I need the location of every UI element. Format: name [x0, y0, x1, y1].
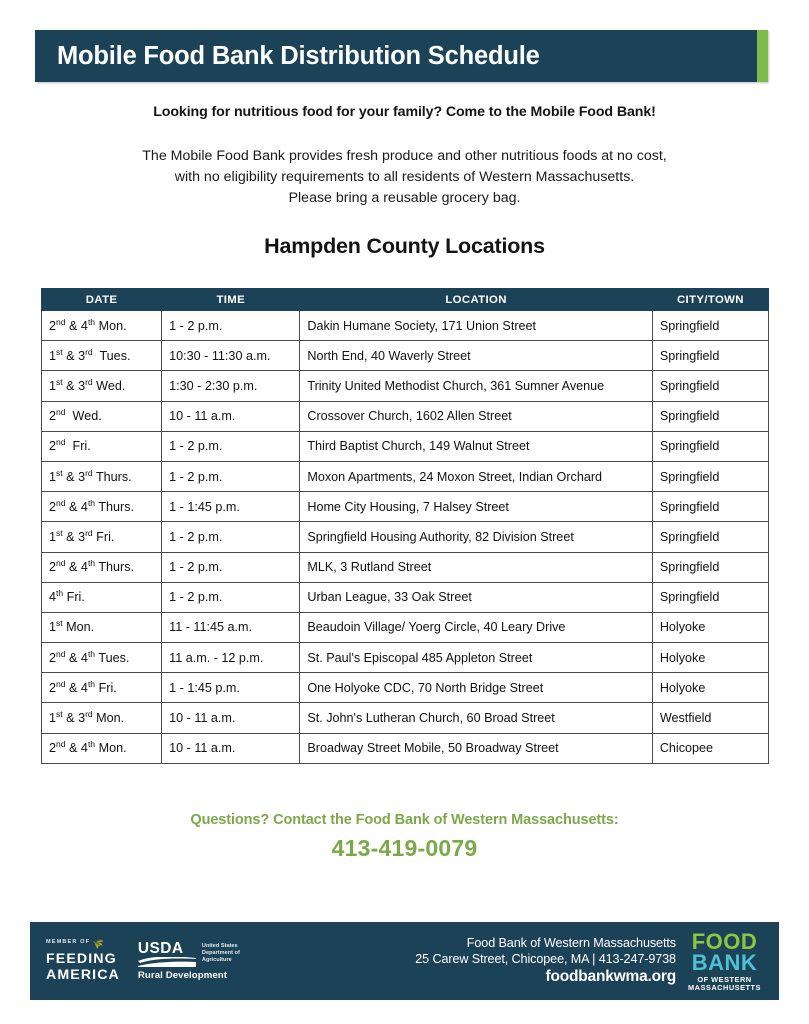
cell-city: Springfield: [652, 401, 768, 431]
food-bank-logo-sub-1: OF WESTERN: [697, 975, 752, 985]
page-title: Mobile Food Bank Distribution Schedule: [57, 41, 540, 70]
cell-city: Springfield: [652, 492, 768, 522]
cell-date: 1st & 3rd Tues.: [42, 341, 162, 371]
cell-date: 4th Fri.: [42, 582, 162, 612]
schedule-table-head: [42, 289, 769, 311]
cell-location: Trinity United Methodist Church, 361 Sumner Avenue: [300, 371, 652, 401]
schedule-table-body: [42, 311, 769, 764]
cell-location: North End, 40 Waverly Street: [300, 341, 652, 371]
food-bank-logo-word-bank: BANK: [691, 950, 758, 976]
cell-time: 10:30 - 11:30 a.m.: [162, 341, 300, 371]
cell-time: 1:30 - 2:30 p.m.: [162, 371, 300, 401]
footer-website[interactable]: foodbankwma.org: [545, 968, 676, 985]
table-row: [42, 522, 769, 552]
table-row: [42, 733, 769, 763]
cell-city: Westfield: [652, 703, 768, 733]
table-row: [42, 673, 769, 703]
usda-subtitle-line-2: Department of: [201, 950, 240, 957]
table-row: [42, 461, 769, 491]
cell-date: 1st Mon.: [42, 612, 162, 642]
cell-location: One Holyoke CDC, 70 North Bridge Street: [300, 673, 652, 703]
cell-location: Broadway Street Mobile, 50 Broadway Street: [300, 733, 652, 763]
cell-date: 1st & 3rd Wed.: [42, 371, 162, 401]
usda-wordmark: USDA: [137, 939, 184, 957]
cell-time: 10 - 11 a.m.: [162, 703, 300, 733]
cell-location: Third Baptist Church, 149 Walnut Street: [300, 431, 652, 461]
section-heading: Hampden County Locations: [264, 234, 545, 258]
food-bank-logo-word-food: FOOD: [691, 929, 758, 955]
column-header-time: TIME: [162, 289, 300, 311]
table-row: [42, 643, 769, 673]
food-bank-logo-sub-2: MASSACHUSETTS: [687, 982, 761, 992]
usda-subtitle-line-3: Agriculture: [201, 957, 232, 964]
cell-date: 2nd & 4th Tues.: [42, 643, 162, 673]
intro-section: [0, 104, 809, 209]
table-row: [42, 582, 769, 612]
table-row: [42, 311, 769, 341]
cell-time: 1 - 2 p.m.: [162, 522, 300, 552]
cell-time: 1 - 2 p.m.: [162, 311, 300, 341]
cell-time: 1 - 1:45 p.m.: [162, 492, 300, 522]
footer-bar: [30, 922, 779, 1000]
cell-time: 11 - 11:45 a.m.: [162, 612, 300, 642]
usda-wordmark-block: [138, 941, 196, 969]
cell-city: Springfield: [652, 371, 768, 401]
feeding-america-member-label: [46, 940, 120, 949]
cell-date: 2nd & 4th Thurs.: [42, 552, 162, 582]
cell-location: Urban League, 33 Oak Street: [300, 582, 652, 612]
table-row: [42, 552, 769, 582]
cell-time: 1 - 2 p.m.: [162, 552, 300, 582]
feeding-america-member-text: MEMBER OF: [46, 939, 91, 946]
cell-time: 1 - 2 p.m.: [162, 582, 300, 612]
cell-date: 2nd & 4th Thurs.: [42, 492, 162, 522]
cell-location: Beaudoin Village/ Yoerg Circle, 40 Leary Drive: [300, 612, 652, 642]
food-bank-logo: [688, 931, 779, 991]
contact-section: [0, 812, 809, 862]
cell-location: Springfield Housing Authority, 82 Division Street: [300, 522, 652, 552]
cell-city: Springfield: [652, 341, 768, 371]
cell-time: 1 - 2 p.m.: [162, 431, 300, 461]
table-row: [42, 371, 769, 401]
cell-date: 2nd Wed.: [42, 401, 162, 431]
usda-subtitle: [202, 941, 240, 965]
cell-location: St. Paul's Episcopal 485 Appleton Street: [300, 643, 652, 673]
cell-location: Crossover Church, 1602 Allen Street: [300, 401, 652, 431]
footer-address-phone: 25 Carew Street, Chicopee, MA | 413-247-9738: [415, 952, 676, 966]
footer-logos: [30, 940, 240, 981]
intro-body-line-2: with no eligibility requirements to all residents of Western Massachusetts.: [174, 169, 635, 185]
cell-location: Home City Housing, 7 Halsey Street: [300, 492, 652, 522]
cell-time: 10 - 11 a.m.: [162, 401, 300, 431]
header-banner-body: [35, 30, 757, 82]
usda-logo-top: [138, 941, 240, 969]
feeding-america-name-line-2: AMERICA: [46, 966, 120, 983]
cell-city: Holyoke: [652, 612, 768, 642]
table-row: [42, 612, 769, 642]
feeding-america-name-line-1: FEEDING: [46, 951, 117, 968]
table-row: [42, 492, 769, 522]
cell-time: 1 - 2 p.m.: [162, 461, 300, 491]
table-row: [42, 703, 769, 733]
wheat-icon: 🌾: [92, 939, 106, 950]
footer-contact-block: [240, 936, 688, 986]
usda-logo: [138, 941, 240, 981]
schedule-table-wrapper: [41, 288, 769, 764]
cell-city: Springfield: [652, 431, 768, 461]
cell-city: Springfield: [652, 311, 768, 341]
cell-date: 1st & 3rd Mon.: [42, 703, 162, 733]
usda-swoosh-icon: [138, 957, 196, 968]
intro-body-text: [0, 146, 809, 209]
intro-lead-text: Looking for nutritious food for your family? Come to the Mobile Food Bank!: [153, 104, 656, 120]
cell-date: 1st & 3rd Thurs.: [42, 461, 162, 491]
cell-time: 11 a.m. - 12 p.m.: [162, 643, 300, 673]
column-header-city: CITY/TOWN: [652, 289, 768, 311]
table-row: [42, 341, 769, 371]
cell-city: Holyoke: [652, 673, 768, 703]
table-header-row: [42, 289, 769, 311]
intro-body-line-1: The Mobile Food Bank provides fresh produce and other nutritious foods at no cost,: [142, 148, 667, 164]
usda-subtitle-line-1: United States: [201, 942, 238, 949]
column-header-date: DATE: [42, 289, 162, 311]
contact-phone-number: 413-419-0079: [331, 835, 478, 861]
footer-org-name: Food Bank of Western Massachusetts: [466, 936, 676, 950]
table-row: [42, 431, 769, 461]
schedule-table: [41, 288, 769, 764]
contact-question-text: Questions? Contact the Food Bank of Western Massachusetts:: [190, 812, 619, 828]
intro-body-line-3: Please bring a reusable grocery bag.: [288, 190, 521, 206]
cell-date: 2nd & 4th Fri.: [42, 673, 162, 703]
cell-location: Dakin Humane Society, 171 Union Street: [300, 311, 652, 341]
header-banner: [35, 30, 768, 82]
table-row: [42, 401, 769, 431]
cell-city: Springfield: [652, 582, 768, 612]
cell-location: Moxon Apartments, 24 Moxon Street, Indian Orchard: [300, 461, 652, 491]
cell-city: Springfield: [652, 461, 768, 491]
cell-date: 2nd & 4th Mon.: [42, 733, 162, 763]
column-header-location: LOCATION: [300, 289, 652, 311]
cell-location: St. John's Lutheran Church, 60 Broad Street: [300, 703, 652, 733]
cell-time: 1 - 1:45 p.m.: [162, 673, 300, 703]
cell-city: Springfield: [652, 522, 768, 552]
feeding-america-logo: [46, 940, 120, 981]
cell-location: MLK, 3 Rutland Street: [300, 552, 652, 582]
cell-date: 2nd Fri.: [42, 431, 162, 461]
cell-time: 10 - 11 a.m.: [162, 733, 300, 763]
cell-city: Holyoke: [652, 643, 768, 673]
cell-city: Chicopee: [652, 733, 768, 763]
usda-program-label: Rural Development: [137, 970, 228, 982]
cell-date: 2nd & 4th Mon.: [42, 311, 162, 341]
cell-date: 1st & 3rd Fri.: [42, 522, 162, 552]
header-accent-strip: [757, 30, 768, 82]
cell-city: Springfield: [652, 552, 768, 582]
